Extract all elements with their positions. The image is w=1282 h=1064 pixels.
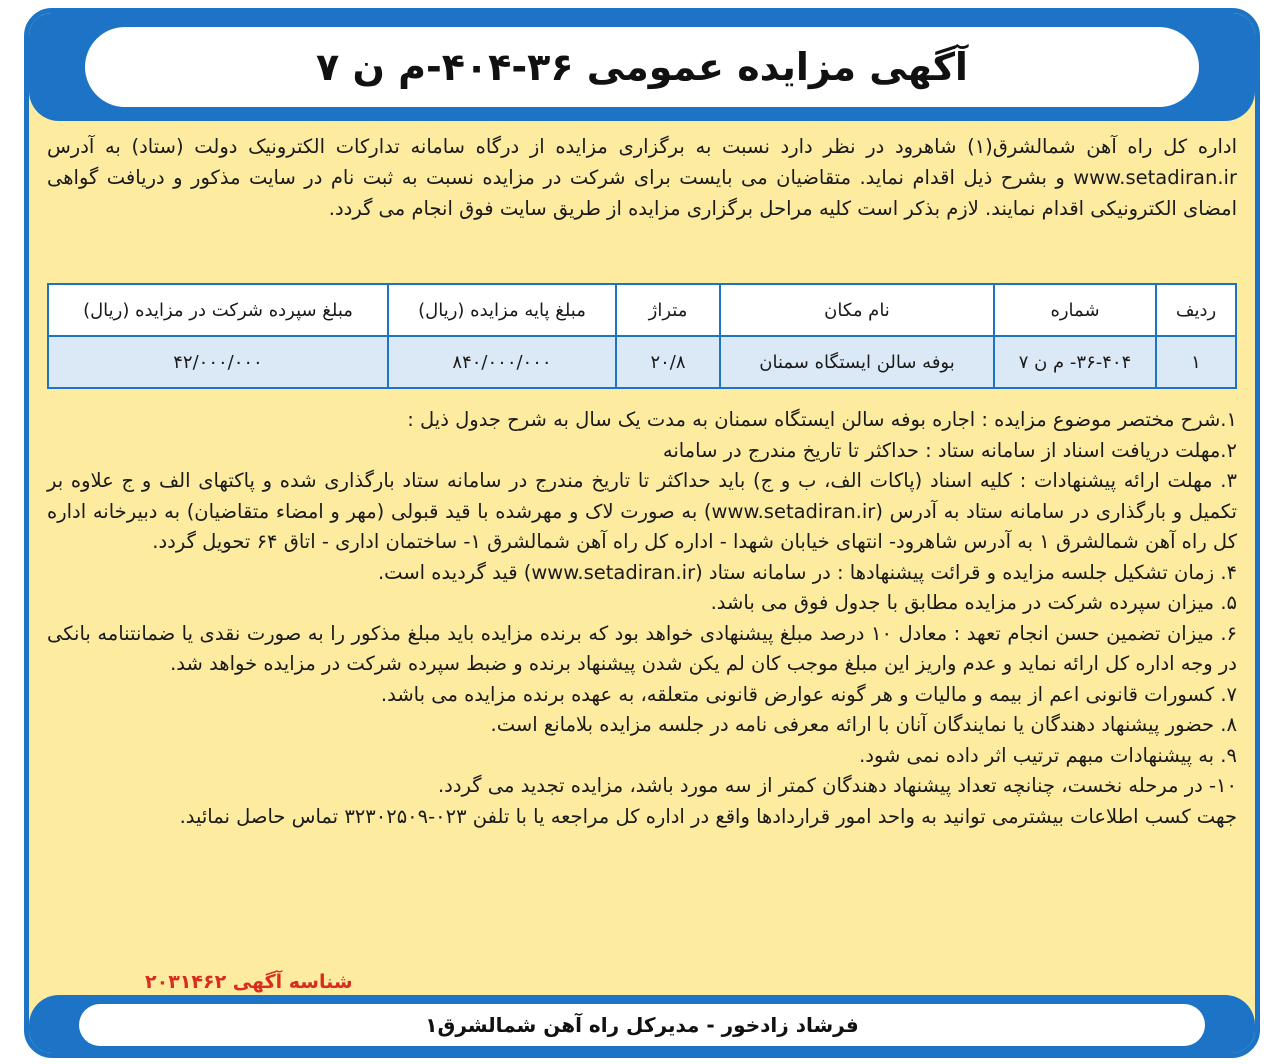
header-number: شماره [994,284,1156,336]
cell-row-number: ۱ [1156,336,1236,388]
notice-frame [24,8,1260,1058]
header-area: متراژ [616,284,720,336]
cell-deposit: ۴۲/۰۰۰/۰۰۰ [48,336,388,388]
notice-title: آگهی مزایده عمومی ۳۶-۴۰۴-م ن ۷ [316,45,968,89]
clause-item: ۴. زمان تشکیل جلسه مزایده و قرائت پیشنهادها : در سامانه ستاد (www.setadiran.ir) قید گردیده است. [377,560,1237,584]
cell-area: ۲۰/۸ [616,336,720,388]
signature-line: فرشاد زادخور - مدیرکل راه آهن شمالشرق۱ [425,1013,859,1037]
clause-item: ۳. مهلت ارائه پیشنهادات : کلیه اسناد (پاکات الف، ب و ج) باید حداکثر تا تاریخ مندرج در سامانه ستاد بارگذاری شده و پاکتهای الف و ج علاوه بر تکمیل و بارگذاری در سامانه ستاد به آدرس (www.setadiran.ir) به صورت لاک و مهرشده با قید قبولی (مهر و امضاء متقاضیان) به دبیرخانه اداره کل راه آهن شمالشرق ۱ به آدرس شاهرود- انتهای خیابان شهدا - اداره کل راه آهن شمالشرق ۱- ساختمان اداری - اتاق ۶۴ تحویل گردد. [47,469,1237,553]
footer-pill [79,1004,1205,1046]
cell-place-name: بوفه سالن ایستگاه سمنان [720,336,994,388]
clause-item: ۸. حضور پیشنهاد دهندگان یا نمایندگان آنان با ارائه معرفی نامه در جلسه مزایده بلامانع است. [490,713,1237,736]
clause-item: ۷. کسورات قانونی اعم از بیمه و مالیات و هر گونه عوارض قانونی متعلقه، به عهده برنده مزایده می باشد. [380,682,1237,706]
table-row [48,336,1236,388]
header-base-price: مبلغ پایه مزایده (ریال) [388,284,616,336]
notice-id: شناسه آگهی ۲۰۳۱۴۶۲ [145,971,353,993]
header-row-number: ردیف [1156,284,1236,336]
title-bar [29,13,1255,121]
clauses-list [47,405,1237,832]
auction-table [47,283,1237,389]
footer-bar [29,995,1255,1053]
clause-item: ۲.مهلت دریافت اسناد از سامانه ستاد : حداکثر تا تاریخ مندرج در سامانه [662,438,1237,462]
intro-paragraph: اداره کل راه آهن شمالشرق(۱) شاهرود در نظر دارد نسبت به برگزاری مزایده از درگاه سامانه تدارکات الکترونیک دولت (ستاد) به آدرس www.setadiran.ir و بشرح ذیل اقدام نماید. متقاضیان می بایست برای شرکت در مزایده نسبت به ثبت نام در سایت مذکور و دریافت گواهی امضای الکترونیکی اقدام نمایند. لازم بذکر است کلیه مراحل برگزاری مزایده از طریق سایت فوق انجام می گردد. [47,135,1237,220]
clause-item: ۱۰- در مرحله نخست، چنانچه تعداد پیشنهاد دهندگان کمتر از سه مورد باشد، مزایده تجدید می گردد. [437,774,1237,797]
clause-item: ۵. میزان سپرده شرکت در مزایده مطابق با جدول فوق می باشد. [710,591,1237,614]
clause-item: ۹. به پیشنهادات مبهم ترتیب اثر داده نمی شود. [859,743,1237,767]
header-deposit: مبلغ سپرده شرکت در مزایده (ریال) [48,284,388,336]
cell-number: ۳۶-۴۰۴- م ن ۷ [994,336,1156,388]
cell-base-price: ۸۴۰/۰۰۰/۰۰۰ [388,336,616,388]
clause-item: ۶. میزان تضمین حسن انجام تعهد : معادل ۱۰ درصد مبلغ پیشنهادی خواهد بود که برنده مزایده باید مبلغ مذکور را به صورت نقدی یا ضمانتنامه بانکی در وجه اداره کل ارائه نماید و عدم واریز این مبلغ موجب کان لم یکن شدن پیشنهاد برنده و ضبط سپرده شرکت در مزایده خواهد شد. [47,621,1237,675]
clause-item: ۱.شرح مختصر موضوع مزایده : اجاره بوفه سالن ایستگاه سمنان به مدت یک سال به شرح جدول ذیل : [407,408,1237,431]
table-header-row [48,284,1236,336]
header-place-name: نام مکان [720,284,994,336]
title-pill [85,27,1199,107]
contact-line: جهت کسب اطلاعات بیشترمی توانید به واحد امور قراردادها واقع در اداره کل مراجعه یا با تلفن ۰۲۳-۳۲۳۰۲۵۰۹ تماس حاصل نمائید. [179,804,1237,828]
